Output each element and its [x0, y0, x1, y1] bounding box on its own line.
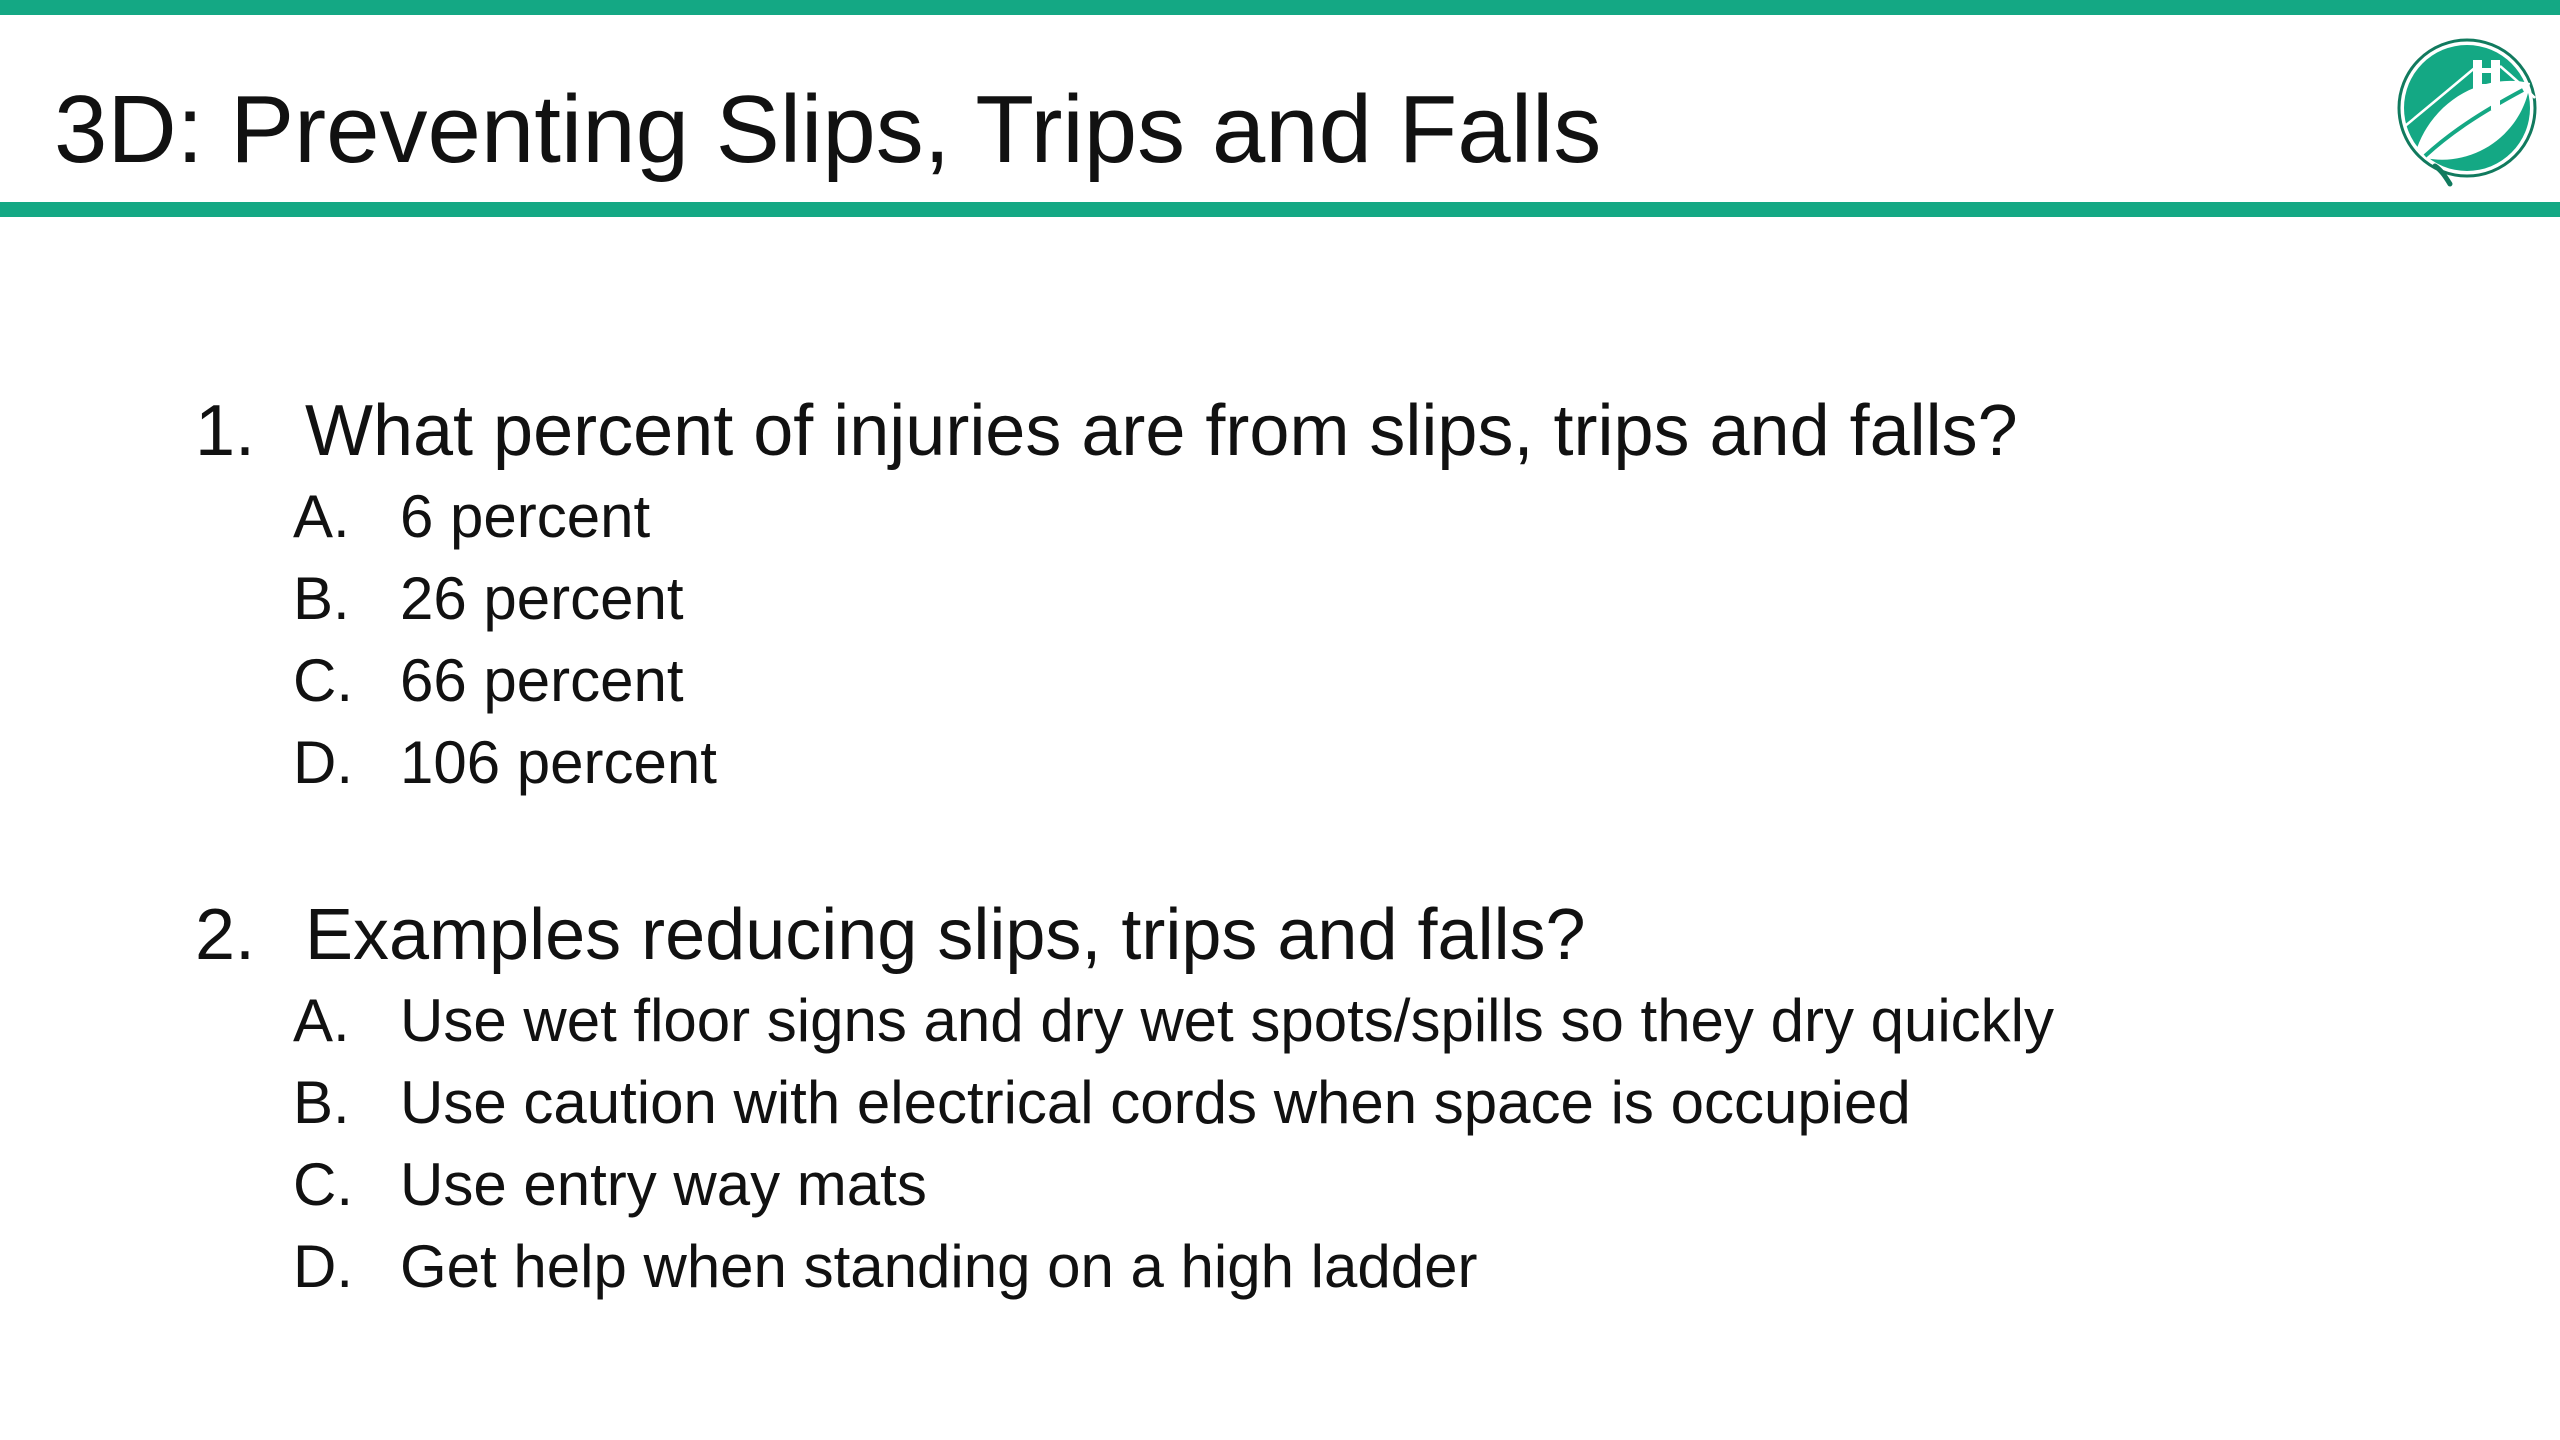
answer-option — [293, 1226, 2054, 1308]
option-letter: D. — [293, 1233, 353, 1300]
option-text: Use entry way mats — [400, 1151, 927, 1218]
option-letter: D. — [293, 729, 353, 796]
option-letter: A. — [293, 483, 350, 550]
option-letter: B. — [293, 1069, 350, 1136]
option-text: 66 percent — [400, 647, 684, 714]
option-text: Use wet floor signs and dry wet spots/spills so they dry quickly — [400, 987, 2055, 1054]
answer-option — [293, 1144, 2054, 1226]
question-number: 1. — [195, 391, 256, 471]
answer-option — [293, 558, 2018, 640]
option-text: 106 percent — [400, 729, 717, 796]
question-text: Examples reducing slips, trips and falls? — [305, 895, 1586, 975]
answer-option — [293, 476, 2018, 558]
answer-option — [293, 980, 2054, 1062]
question-2 — [195, 890, 2054, 1308]
bridge-leaf-icon — [2395, 38, 2545, 188]
question-1 — [195, 386, 2018, 804]
option-text: Use caution with electrical cords when space is occupied — [400, 1069, 1911, 1136]
answer-option — [293, 722, 2018, 804]
option-letter: B. — [293, 565, 350, 632]
option-text: Get help when standing on a high ladder — [400, 1233, 1478, 1300]
option-text: 26 percent — [400, 565, 684, 632]
question-number: 2. — [195, 895, 256, 975]
option-letter: C. — [293, 647, 353, 714]
slide-title: 3D: Preventing Slips, Trips and Falls — [54, 76, 1602, 183]
question-text: What percent of injuries are from slips, trips and falls? — [305, 391, 2018, 471]
answer-option — [293, 640, 2018, 722]
option-letter: A. — [293, 987, 350, 1054]
option-text: 6 percent — [400, 483, 651, 550]
title-underline — [0, 202, 2560, 217]
answer-option — [293, 1062, 2054, 1144]
top-accent-bar — [0, 0, 2560, 15]
option-letter: C. — [293, 1151, 353, 1218]
